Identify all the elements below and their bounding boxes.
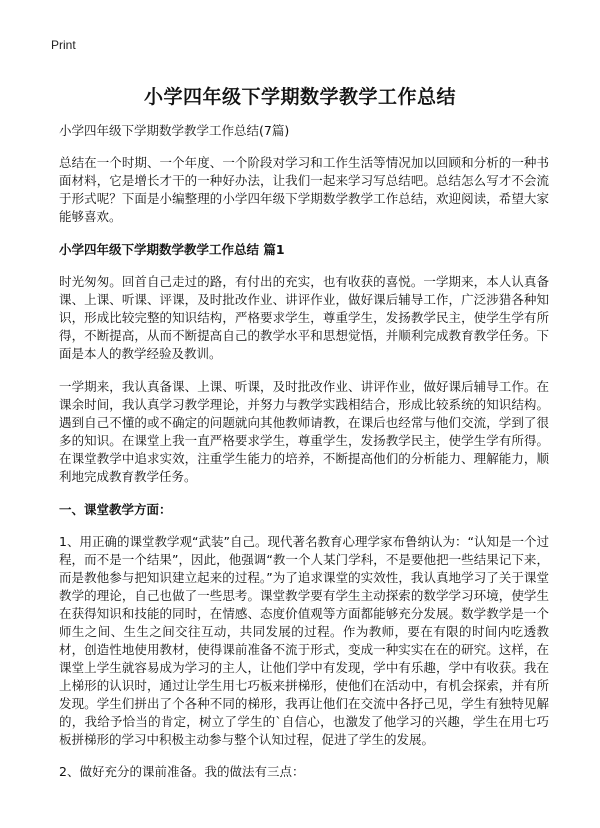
page-title: 小学四年级下学期数学教学工作总结 [143,86,456,108]
paragraph-2: 一学期来，我认真备课、上课、听课，及时批改作业、讲评作业，做好课后辅导工作。在课余时间，我认真学习教学理论，并努力与教学实践相结合，形成比较系统的知识结构。遇到自己不懂的或不确定的问题就向其他教师请教，在课后也经常与他们交流，学到了很多的知识。在课堂上我一直严格要求学生，尊重学生，发扬教学民主，使学生学有所得。在课堂教学中追求实效，注重学生能力的培养，不断提高他们的分析能力、理解能力，顺利地完成教育教学任务。 [59,379,549,484]
list-item-1: 1、用正确的课堂教学观“武装”自己。现代著名教育心理学家布鲁纳认为：“认知是一个过程，而不是一个结果”，因此，他强调“教一个人某门学科，不是要他把一些结果记下来，而是教他参与把知识建立起来的过程。”为了追求课堂的实效性，我认真地学习了关于课堂教学的理论，自己也做了一些思考。课堂教学要有学生主动探索的数学学习环境，使学生在获得知识和技能的同时，在情感、态度价值观等方面都能够充分发展。数学教学是一个师生之间、生生之间交往互动，共同发展的过程。作为教师，要在有限的时间内吃透教材，创造性地使用教材，使得课前准备不流于形式，变成一种实实在在的研究。这样，在课堂上学生就容易成为学习的主人，让他们学中有发现，学中有乐趣，学中有收获。我在上梯形的认识时，通过让学生用七巧板来拼梯形，使他们在活动中，有机会探索，并有所发现。学生们拼出了个各种不同的梯形，我再让他们在交流中各抒己见，学生有独特见解的，我给予恰当的肯定，树立了学生的`自信心，也激发了他学习的兴趣，学生在用七巧板拼梯形的学习中积极主动参与整个认知过程，促进了学生的发展。 [59,534,549,747]
article-heading: 小学四年级下学期数学教学工作总结 篇1 [59,242,285,257]
paragraph-1: 时光匆匆。回首自己走过的路，有付出的充实，也有收获的喜悦。一学期来，本人认真备课、上课、听课、评课，及时批改作业、讲评作业，做好课后辅导工作，广泛涉猎各种知识，形成比较完整的知识结构，严格要求学生，尊重学生，发扬教学民主，使学生学有所得，不断提高，从而不断提高自己的教学水平和思想觉悟，并顺利完成教育教学任务。下面是本人的教学经验及教训。 [59,274,549,361]
intro-paragraph: 总结在一个时期、一个年度、一个阶段对学习和工作生活等情况加以回顾和分析的一种书面材料，它是增长才干的一种好办法，让我们一起来学习写总结吧。总结怎么写才不会流于形式呢？下面是小编整理的小学四年级下学期数学教学工作总结，欢迎阅读，希望大家能够喜欢。 [59,155,549,224]
document-subtitle: 小学四年级下学期数学教学工作总结(7篇) [59,123,290,138]
document-body [59,122,549,795]
section-heading-classroom: 一、课堂教学方面： [59,502,172,517]
list-item-2: 2、做好充分的课前准备。我的做法有三点： [59,764,305,779]
print-label: Print [51,38,76,52]
